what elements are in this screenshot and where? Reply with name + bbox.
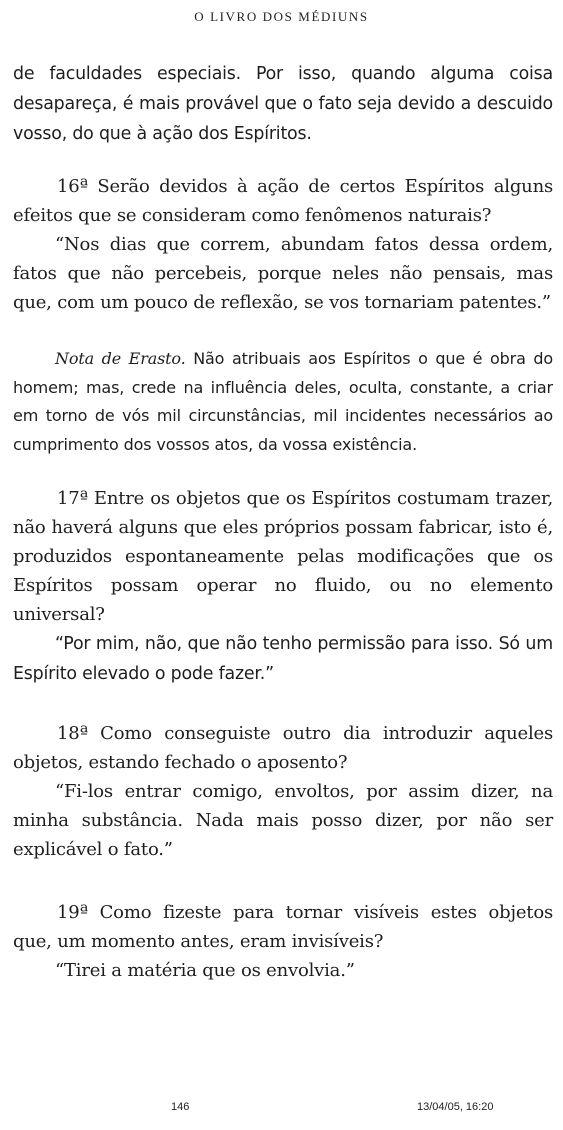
print-timestamp: 13/04/05, 16:20 — [417, 1101, 494, 1113]
page-number: 146 — [171, 1101, 190, 1113]
note-of-erasto — [13, 345, 553, 459]
answer-18: “Fi-los entrar comigo, envoltos, por assim dizer, na minha substância. Nada mais posso dizer, por não ser explicável o fato.” — [13, 781, 553, 860]
answer-16: “Nos dias que correm, abundam fatos dessa ordem, fatos que não percebeis, porque neles não pensais, mas que, com um pouco de reflexão, se vos tornariam patentes.” — [13, 234, 553, 313]
question-18: 18ª Como conseguiste outro dia introduzir aqueles objetos, estando fechado o aposento? — [13, 723, 553, 773]
continued-paragraph: de faculdades especiais. Por isso, quando alguma coisa desapareça, é mais provável que o fato seja devido a descuido vosso, do que à ação dos Espíritos. — [13, 64, 553, 144]
answer-19: “Tirei a matéria que os envolvia.” — [55, 960, 355, 981]
note-block — [13, 345, 553, 459]
question-17-block — [13, 484, 553, 689]
question-16-block — [13, 172, 553, 317]
running-header: O LIVRO DOS MÉDIUNS — [194, 9, 369, 24]
question-17: 17ª Entre os objetos que os Espíritos costumam trazer, não haverá alguns que eles próprios possam fabricar, isto é, produzidos espontaneamente pelas modificações que os Espíritos possam operar no fluido, ou no elemento universal? — [13, 488, 553, 625]
answer-17: “Por mim, não, que não tenho permissão para isso. Só um Espírito elevado o pode fazer.” — [13, 634, 553, 684]
question-19-block — [13, 898, 553, 985]
question-18-block — [13, 719, 553, 864]
continued-paragraph-block — [13, 59, 553, 149]
question-16: 16ª Serão devidos à ação de certos Espíritos alguns efeitos que se consideram como fenômenos naturais? — [13, 176, 553, 226]
note-label: Nota de Erasto. — [55, 349, 186, 368]
question-19: 19ª Como fizeste para tornar visíveis estes objetos que, um momento antes, eram invisíveis? — [13, 902, 553, 952]
note-text: Não atribuais aos Espíritos o que é obra do homem; mas, crede na influência deles, oculta, constante, a criar em torno de vós mil circunstâncias, mil incidentes necessários ao cumprimento dos vossos atos, da vossa existência. — [13, 349, 553, 454]
